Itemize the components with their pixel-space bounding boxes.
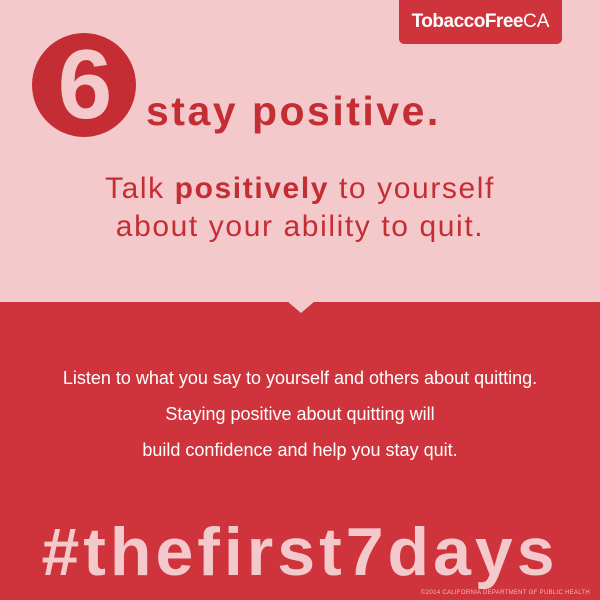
body-line-1: Listen to what you say to yourself and others about quitting. — [62, 368, 538, 388]
step-title: stay positive. — [146, 88, 441, 134]
subheading-line-2: about your ability to quit. — [115, 210, 485, 243]
tobaccofreeca-logo — [399, 0, 562, 44]
logo-bold-text: TobaccoFree — [411, 11, 523, 32]
pointer-notch — [287, 301, 315, 313]
subheading-post: to yourself — [329, 172, 495, 205]
copyright-notice: ©2014 CALIFORNIA DEPARTMENT OF PUBLIC HEALTH — [421, 590, 590, 596]
hashtag: #thefirst7days — [41, 514, 559, 590]
body-line-2: Staying positive about quitting will — [165, 404, 435, 424]
subheading-line-1 — [0, 170, 600, 208]
step-number-badge — [29, 30, 139, 140]
step-number: 6 — [57, 30, 113, 139]
body-line-3: build confidence and help you stay quit. — [142, 440, 458, 460]
subheading-emphasis: positively — [174, 172, 330, 205]
logo-thin-text: CA — [522, 11, 550, 32]
subheading — [0, 170, 600, 246]
subheading-pre: Talk — [104, 172, 175, 205]
body-text — [0, 360, 600, 468]
